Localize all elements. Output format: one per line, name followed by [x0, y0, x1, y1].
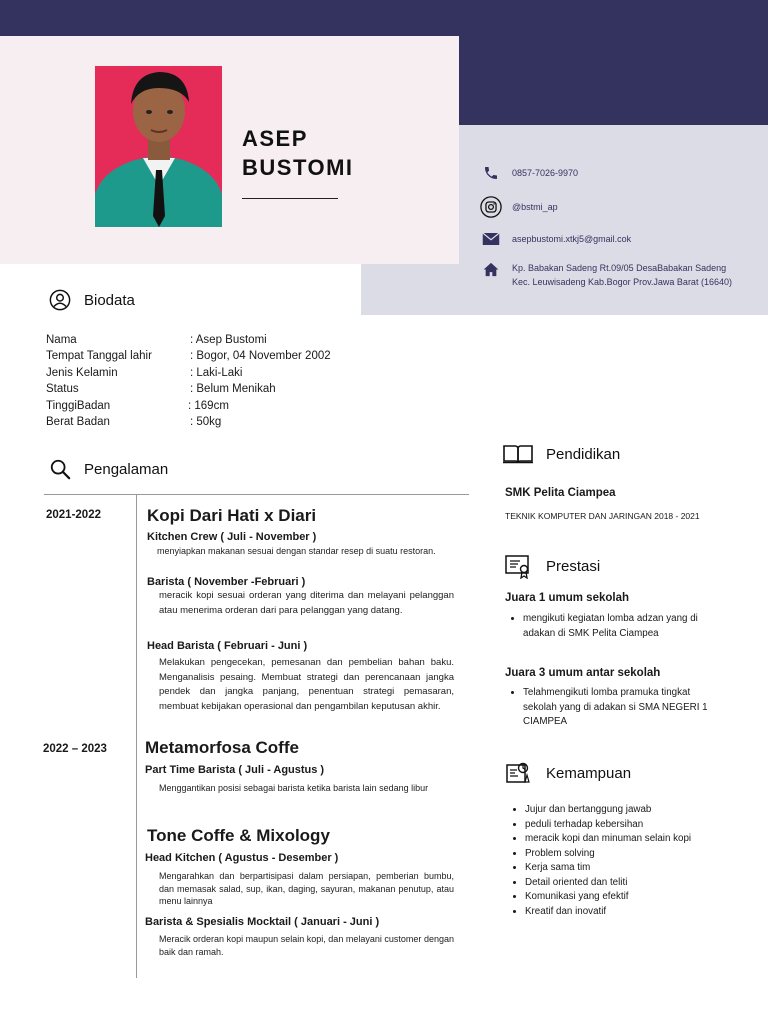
skills-list — [507, 803, 717, 919]
contact-address — [480, 261, 732, 289]
list-item: • meracik kopi dan minuman selain kopi — [525, 832, 717, 847]
list-item: • Kerja sama tim — [525, 861, 717, 876]
achievement-list — [505, 686, 715, 730]
biodata-title: Biodata — [84, 291, 135, 309]
job-description: Melakukan pengecekan, pemesanan dan pembelian bahan baku. Menganalisis pesaing. Membuat strategi dan perencanaan jangka pendek dan jangka panjang, penentuan strategi pemasaran, membuat kebijakan operasional dan pengambilan keputusan akhir. — [159, 657, 454, 712]
company-name: Metamorfosa Coffe — [145, 738, 299, 757]
biodata-heading — [48, 288, 135, 312]
list-item: • Kreatif dan inovatif — [525, 905, 717, 920]
biodata-key: Berat Badan — [46, 416, 110, 429]
list-item: • Komunikasi yang efektif — [525, 890, 717, 905]
job-role: Head Kitchen ( Agustus - Desember ) — [145, 852, 339, 864]
skills-icon — [502, 761, 534, 785]
job-role: Kitchen Crew ( Juli - November ) — [147, 531, 317, 543]
search-icon — [48, 457, 72, 481]
school-name: SMK Pelita Ciampea — [505, 487, 616, 499]
year-label: 2021-2022 — [46, 509, 101, 521]
biodata-row — [46, 398, 331, 414]
phone-number[interactable]: 0857-7026-9970 — [512, 167, 579, 178]
biodata-row — [46, 348, 331, 364]
list-item: • mengikuti kegiatan lomba adzan yang di adakan di SMK Pelita Ciampea — [523, 612, 705, 641]
home-icon — [480, 261, 502, 277]
instagram-handle[interactable]: @bstmi_ap — [512, 201, 558, 212]
education-heading — [502, 442, 620, 466]
job-role: Barista & Spesialis Mocktail ( Januari - Juni ) — [145, 916, 380, 928]
biodata-row — [46, 414, 331, 430]
contact-email — [480, 228, 631, 250]
job-role: Head Barista ( Februari - Juni ) — [147, 640, 308, 652]
achievements-title: Prestasi — [546, 557, 601, 575]
name-line-2: BUSTOMI — [242, 155, 354, 180]
biodata-row — [46, 332, 331, 348]
address-line-1: Kp. Babakan Sadeng Rt.09/05 DesaBabakan Sadeng — [512, 263, 727, 273]
contact-instagram — [480, 196, 558, 218]
achievement-list — [505, 612, 705, 641]
name-divider — [242, 198, 338, 199]
biodata-key: Status — [46, 383, 79, 396]
profile-photo — [95, 66, 222, 227]
job-description: meracik kopi sesuai orderan yang diterima dan melayani pelanggan atau menerima orderan dari para pelanggan yang datang. — [159, 590, 454, 616]
job-description: Meracik orderan kopi maupun selain kopi, dan melayani customer dengan baik dan ramah. — [159, 934, 454, 957]
job-role: Part Time Barista ( Juli - Agustus ) — [145, 764, 325, 776]
header-accent — [459, 36, 768, 125]
list-item: • Jujur dan bertanggung jawab — [525, 803, 717, 818]
skills-title: Kemampuan — [546, 764, 632, 782]
biodata-value: : 169cm — [188, 399, 229, 412]
list-item: • Detail oriented dan teliti — [525, 876, 717, 891]
company-name: Kopi Dari Hati x Diari — [147, 506, 317, 525]
top-bar — [0, 0, 768, 36]
experience-title: Pengalaman — [84, 460, 169, 478]
job-description: Menggantikan posisi sebagai barista ketika barista lain sedang libur — [159, 783, 429, 793]
biodata-row — [46, 365, 331, 381]
instagram-icon — [480, 196, 502, 218]
phone-icon — [480, 162, 502, 184]
biodata-row — [46, 381, 331, 397]
education-title: Pendidikan — [546, 445, 621, 463]
full-name — [242, 124, 354, 182]
timeline-line — [136, 494, 137, 978]
experience-heading — [48, 457, 168, 481]
address-text — [512, 261, 732, 289]
experience-divider — [44, 494, 469, 495]
biodata-value: : 50kg — [190, 416, 222, 429]
biodata-key: Jenis Kelamin — [46, 366, 118, 379]
skills-heading — [502, 761, 631, 785]
biodata-table — [46, 332, 331, 430]
job-role: Barista ( November -Februari ) — [147, 576, 306, 588]
biodata-key: TinggiBadan — [46, 399, 111, 412]
biodata-value: : Asep Bustomi — [190, 334, 267, 346]
contact-phone — [480, 162, 578, 184]
user-icon — [48, 288, 72, 312]
book-icon — [502, 442, 534, 466]
biodata-value: : Laki-Laki — [190, 366, 243, 379]
list-item: • peduli terhadap kebersihan — [525, 818, 717, 833]
address-line-2: Kec. Leuwisadeng Kab.Bogor Prov.Jawa Barat (16640) — [512, 277, 732, 287]
list-item: • Telahmengikuti lomba pramuka tingkat sekolah yang di adakan si SMA NEGERI 1 CIAMPEA — [523, 686, 715, 730]
job-description: Mengarahkan dan berpartisipasi dalam persiapan, pemberian bumbu, dan memasak salad, sup, ikan, daging, sayuran, makanan penutup, atau menu lainnya — [159, 871, 454, 906]
job-description: menyiapkan makanan sesuai dengan standar resep di suatu restoran. — [157, 546, 436, 556]
certificate-icon — [502, 554, 534, 578]
list-item: • Problem solving — [525, 847, 717, 862]
achievements-heading — [502, 554, 600, 578]
school-major: TEKNIK KOMPUTER DAN JARINGAN 2018 - 2021 — [505, 511, 700, 521]
biodata-value: : Belum Menikah — [190, 383, 276, 396]
biodata-key: Nama — [46, 334, 77, 346]
profile-panel — [0, 36, 459, 264]
achievement-title: Juara 3 umum antar sekolah — [505, 667, 661, 679]
email-address[interactable]: asepbustomi.xtkj5@gmail.cok — [512, 233, 632, 244]
achievement-title: Juara 1 umum sekolah — [505, 592, 629, 604]
year-label: 2022 – 2023 — [43, 743, 107, 755]
biodata-key: Tempat Tanggal lahir — [46, 350, 152, 363]
company-name: Tone Coffe & Mixology — [147, 826, 330, 845]
name-line-1: ASEP — [242, 126, 308, 151]
email-icon — [480, 228, 502, 250]
biodata-value: : Bogor, 04 November 2002 — [190, 350, 331, 363]
